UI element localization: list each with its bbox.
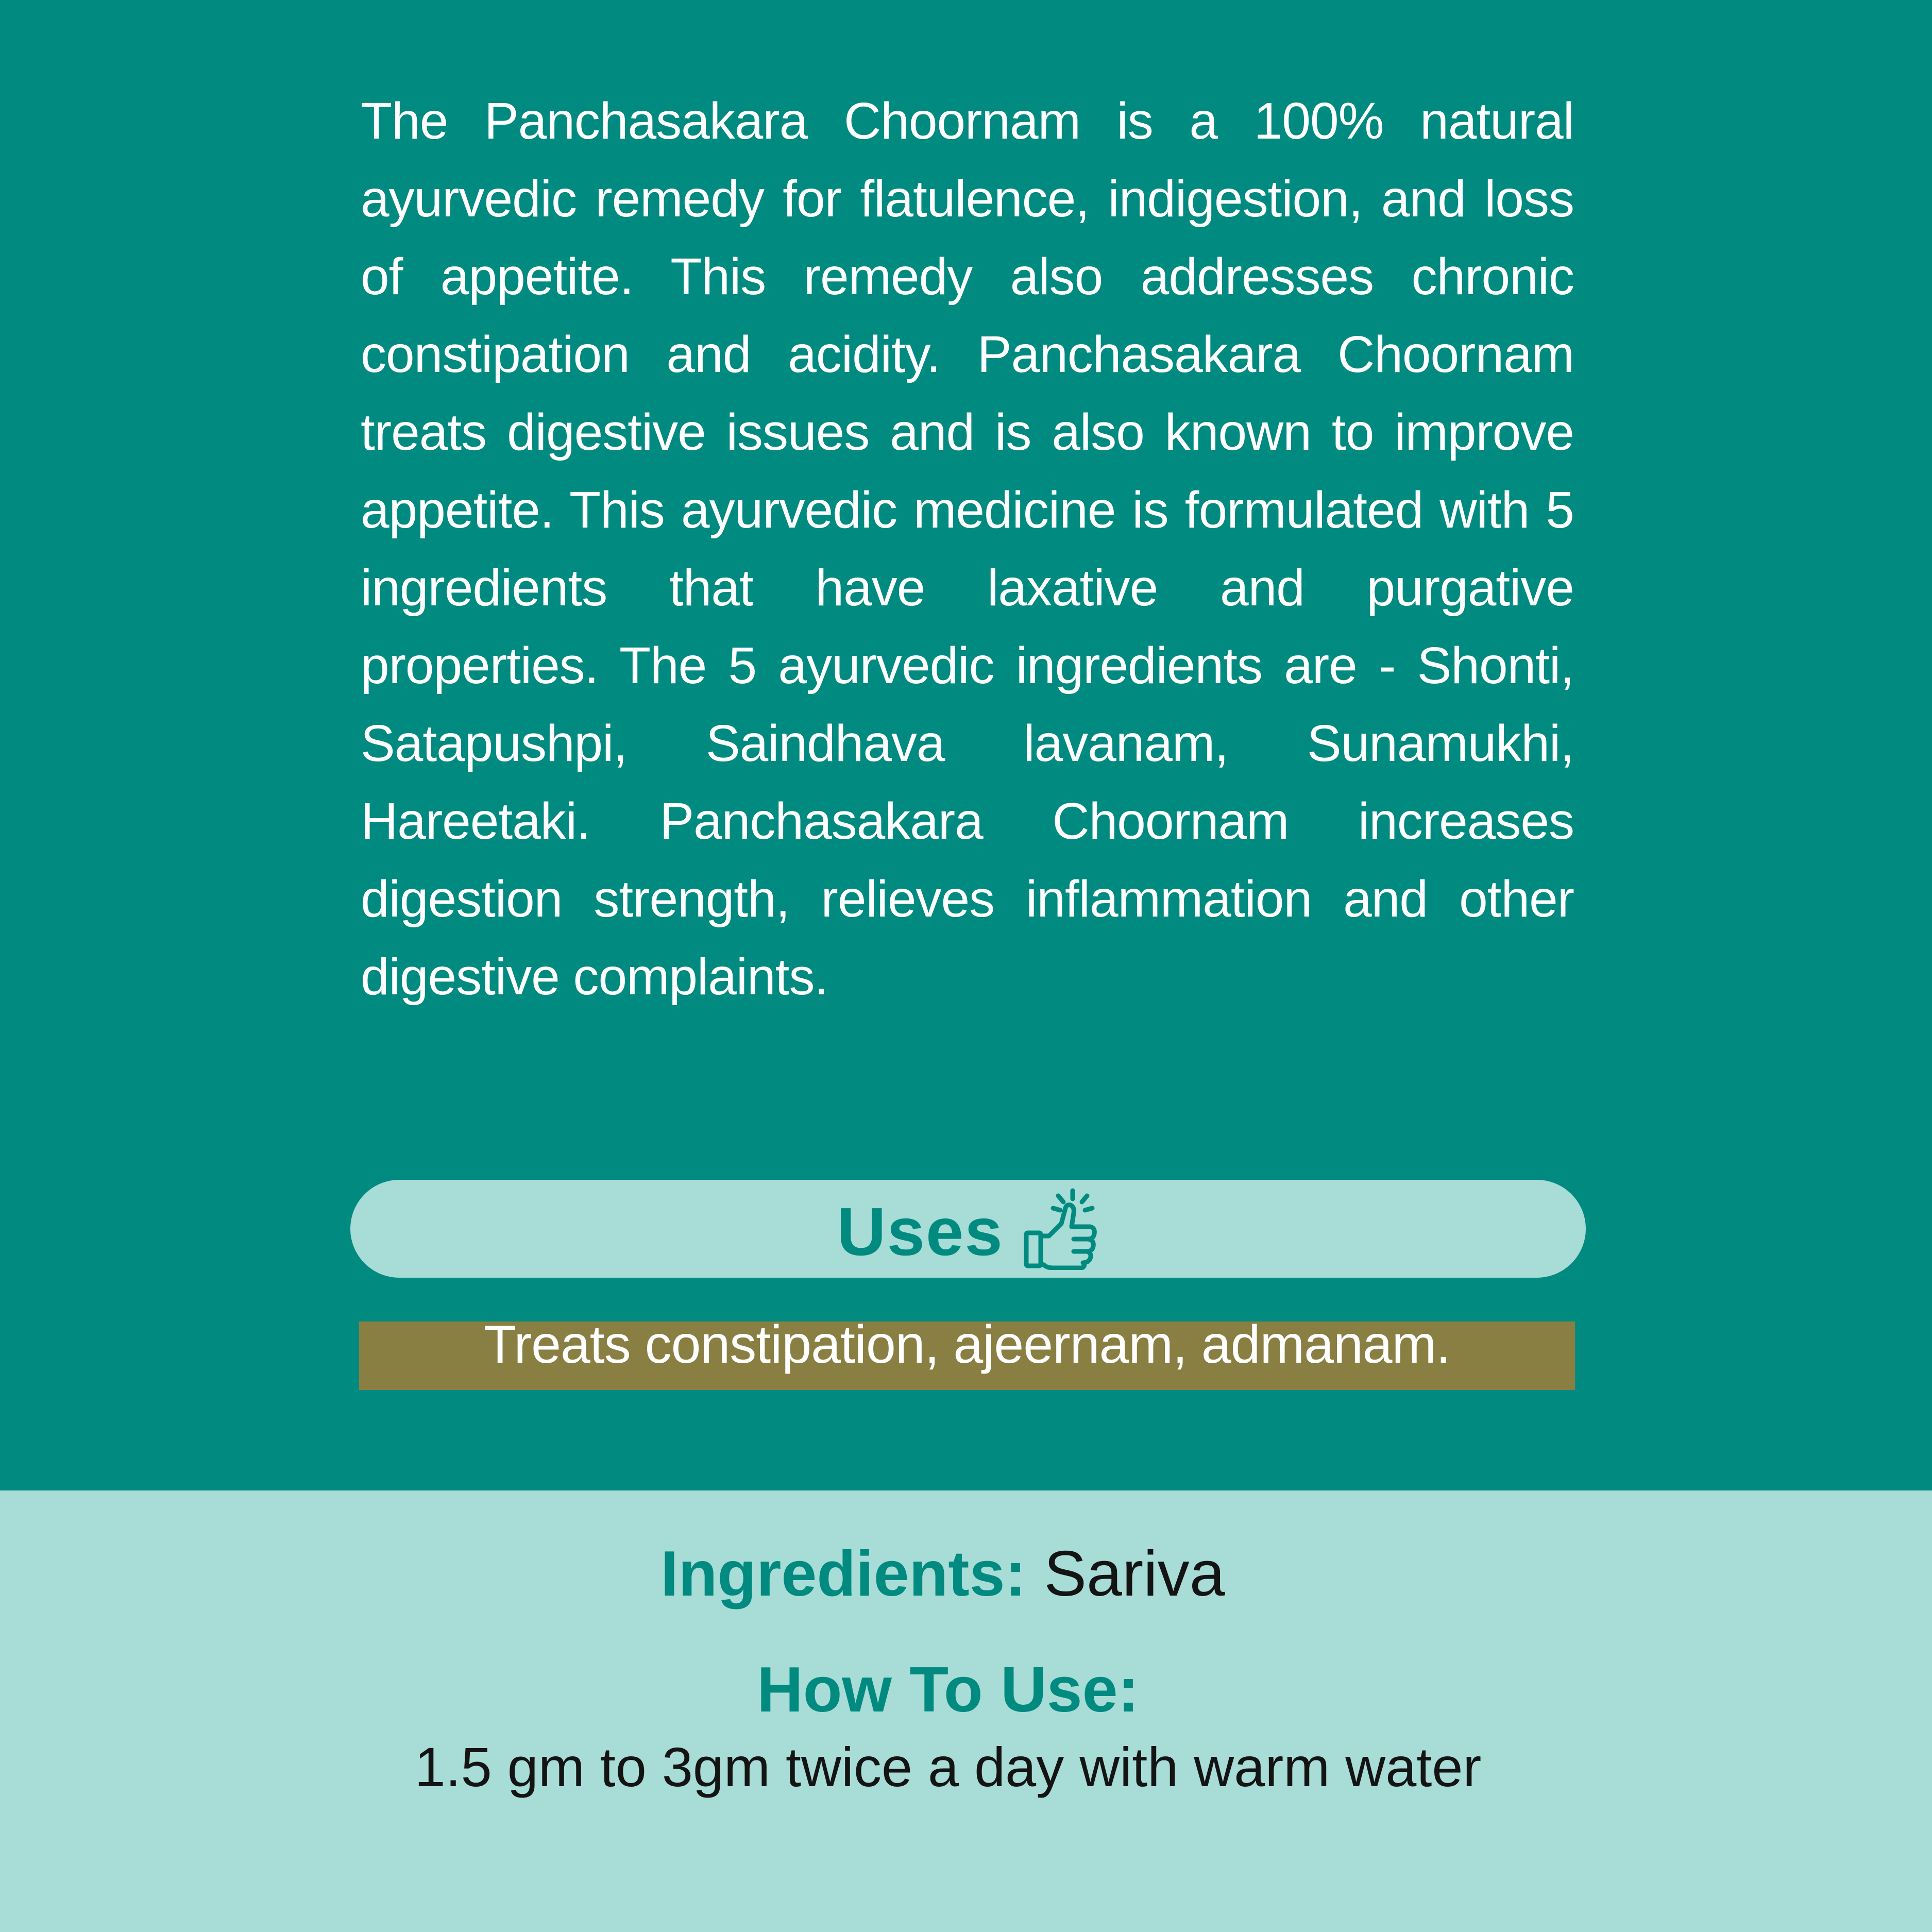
product-description: The Panchasakara Choornam is a 100% natural ayurvedic remedy for flatulence, indigestion, and loss of appetite. This remedy also addresses chronic constipation and acidity. Panchasakara Choornam treats digestive issues and is also known to improve appetite. This ayurvedic medicine is formulated with 5 ingredients that have laxative and purgative properties. The 5 ayurvedic ingredients are - Shonti, Satapushpi, Saindhava lavanam, Sunamukhi, Hareetaki. Panchasakara Choornam increases digestion strength, relieves inflammation and other digestive complaints. <box>361 92 1574 1006</box>
thumbs-up-icon <box>1022 1188 1099 1270</box>
ingredients-label: Ingredients: <box>660 1538 1026 1609</box>
ingredients-line <box>0 1535 1886 1613</box>
how-to-use-title: How To Use: <box>757 1654 1139 1725</box>
uses-header <box>350 1180 1586 1278</box>
how-to-use-text: 1.5 gm to 3gm twice a day with warm water <box>414 1736 1482 1798</box>
ingredients-value: Sariva <box>1044 1538 1225 1609</box>
uses-text: Treats constipation, ajeernam, admanam. <box>483 1315 1451 1375</box>
uses-title: Uses <box>837 1194 1004 1269</box>
